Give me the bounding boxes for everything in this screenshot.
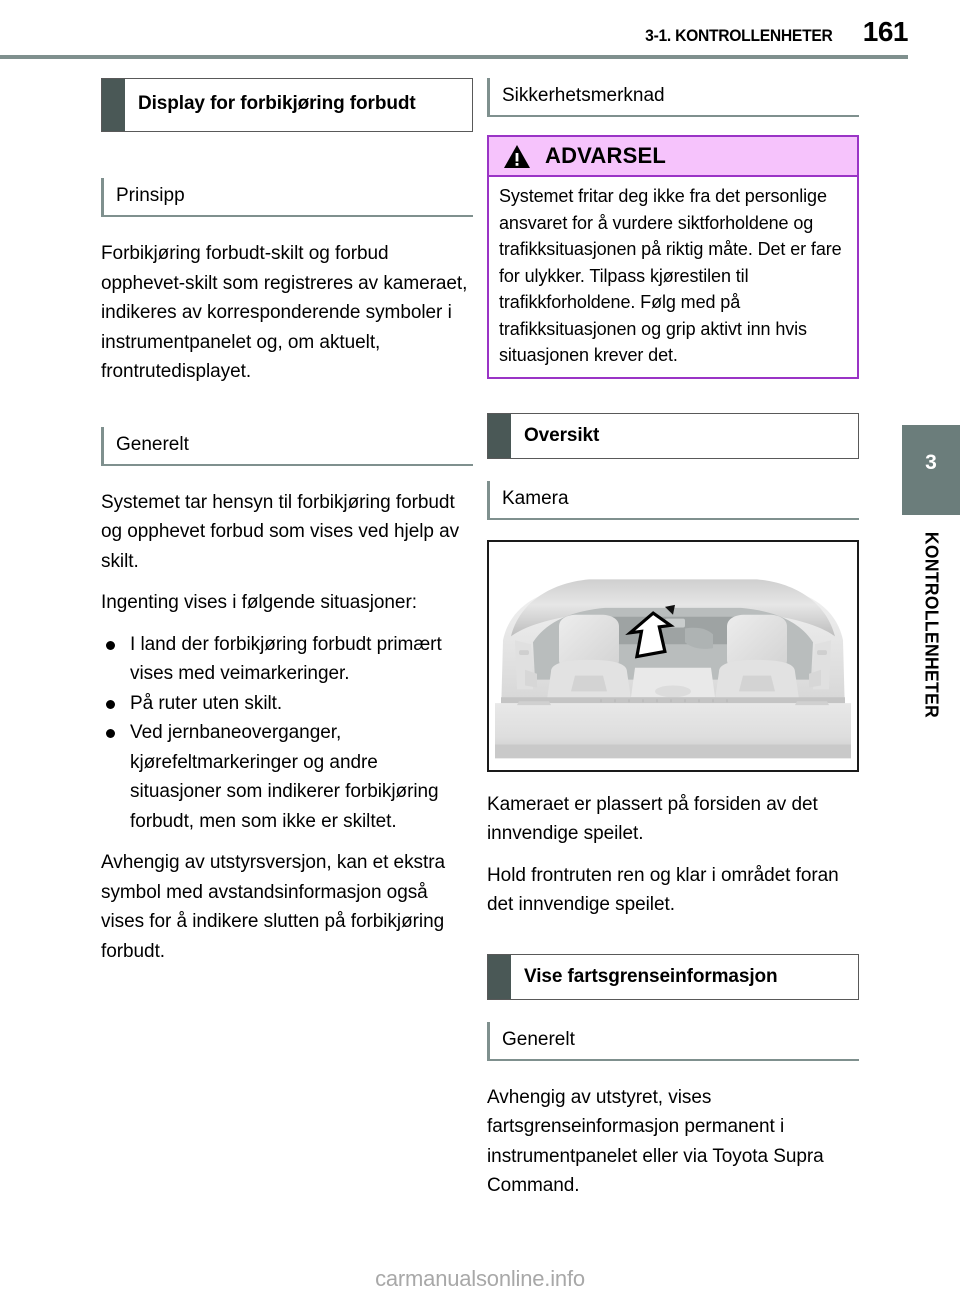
section-title-oversikt — [487, 413, 859, 459]
spacer — [487, 520, 859, 540]
list-item — [101, 718, 473, 836]
spacer — [101, 387, 473, 427]
warning-body-text: Systemet fritar deg ikke fra det personlige ansvaret for å vurdere siktforholdene og trafikksituasjonen på riktig måte. Det er fare for ulykker. Tilpass kjørestilen til trafikkforholdene. Følg med på trafikksituasjonen og grip aktivt inn hvis situasjonen krever det. — [499, 186, 842, 365]
sub-header-generelt: Generelt — [101, 427, 473, 466]
spacer — [487, 1000, 859, 1022]
spacer — [101, 836, 473, 848]
spacer — [101, 217, 473, 239]
paragraph-kamera-2: Hold frontruten ren og klar i området foran det innvendige speilet. — [487, 864, 839, 915]
list-item — [101, 689, 473, 719]
bullet-dot-icon — [106, 700, 115, 709]
section-title-text: Display for forbikjøring forbudt — [138, 93, 416, 114]
paragraph-fartsgrense: Avhengig av utstyret, vises fartsgrenseinformasjon permanent i instrumentpanelet eller via Toyota Supra Command. — [487, 1086, 824, 1196]
sub-header-prinsipp: Prinsipp — [101, 178, 473, 217]
spacer — [487, 920, 859, 954]
sub-header-sikkerhetsmerknad: Sikkerhetsmerknad — [487, 78, 859, 117]
spacer — [487, 849, 859, 861]
list-item-text: På ruter uten skilt. — [130, 692, 283, 714]
left-column — [101, 78, 473, 966]
warning-triangle-icon — [503, 144, 531, 169]
bullet-dot-icon — [106, 641, 115, 650]
header-chapter-title: 3-1. KONTROLLENHETER — [645, 26, 833, 45]
chapter-side-label — [902, 529, 960, 721]
spacer — [487, 459, 859, 481]
bullet-dot-icon — [106, 729, 115, 738]
page-header — [0, 16, 908, 48]
section-title-text: Oversikt — [524, 424, 600, 446]
paragraph-generelt-2: Ingenting vises i følgende situasjoner: — [101, 592, 417, 613]
section-marker-block — [488, 414, 511, 458]
section-title-text: Vise fartsgrenseinformasjon — [524, 965, 778, 987]
bullet-list-situasjoner — [101, 630, 473, 837]
car-interior-illustration — [489, 542, 857, 770]
site-watermark: carmanualsonline.info — [375, 1266, 585, 1291]
spacer — [487, 1061, 859, 1083]
section-title-display-forbikjoring — [101, 78, 473, 132]
chapter-side-label-text: KONTROLLENHETER — [921, 531, 942, 719]
paragraph-generelt-1: Systemet tar hensyn til forbikjøring forbudt og opphevet forbud som vises ved hjelp av skilt. — [101, 491, 460, 572]
section-marker-block — [102, 79, 125, 131]
paragraph-generelt-3: Avhengig av utstyrsversjon, kan et ekstra symbol med avstandsinformasjon også vises for å indikere slutten på forbikjøring forbudt. — [101, 852, 445, 962]
spacer — [487, 117, 859, 135]
sub-header-generelt-right: Generelt — [487, 1022, 859, 1061]
spacer — [101, 132, 473, 178]
list-item-text: I land der forbikjøring forbudt primært vises med veimarkeringer. — [130, 633, 442, 684]
spacer — [101, 466, 473, 488]
figure-camera-location — [487, 540, 859, 772]
paragraph-kamera-1: Kameraet er plassert på forsiden av det innvendige speilet. — [487, 793, 818, 844]
warning-box — [487, 135, 859, 379]
right-column — [487, 78, 859, 1201]
spacer — [101, 618, 473, 630]
chapter-number-badge: 3 — [902, 425, 960, 515]
warning-header — [489, 137, 857, 177]
warning-title: ADVARSEL — [545, 143, 666, 168]
section-title-vise-fartsgrenseinformasjon — [487, 954, 859, 1000]
header-divider — [0, 55, 908, 59]
list-item-text: Ved jernbaneoverganger, kjørefeltmarkeringer og andre situasjoner som indikerer forbikjøring forbudt, men som ikke er skiltet. — [130, 722, 439, 832]
paragraph-prinsipp: Forbikjøring forbudt-skilt og forbud opphevet-skilt som registreres av kameraet, indikeres av korresponderende symboler i instrumentpanelet og, om aktuelt, frontrutedisplayet. — [101, 243, 468, 382]
chapter-side-tab — [902, 425, 960, 721]
spacer — [487, 379, 859, 413]
page-number: 161 — [862, 16, 908, 47]
sub-header-kamera: Kamera — [487, 481, 859, 520]
spacer — [487, 772, 859, 790]
list-item — [101, 630, 473, 689]
section-marker-block — [488, 955, 511, 999]
spacer — [101, 576, 473, 588]
